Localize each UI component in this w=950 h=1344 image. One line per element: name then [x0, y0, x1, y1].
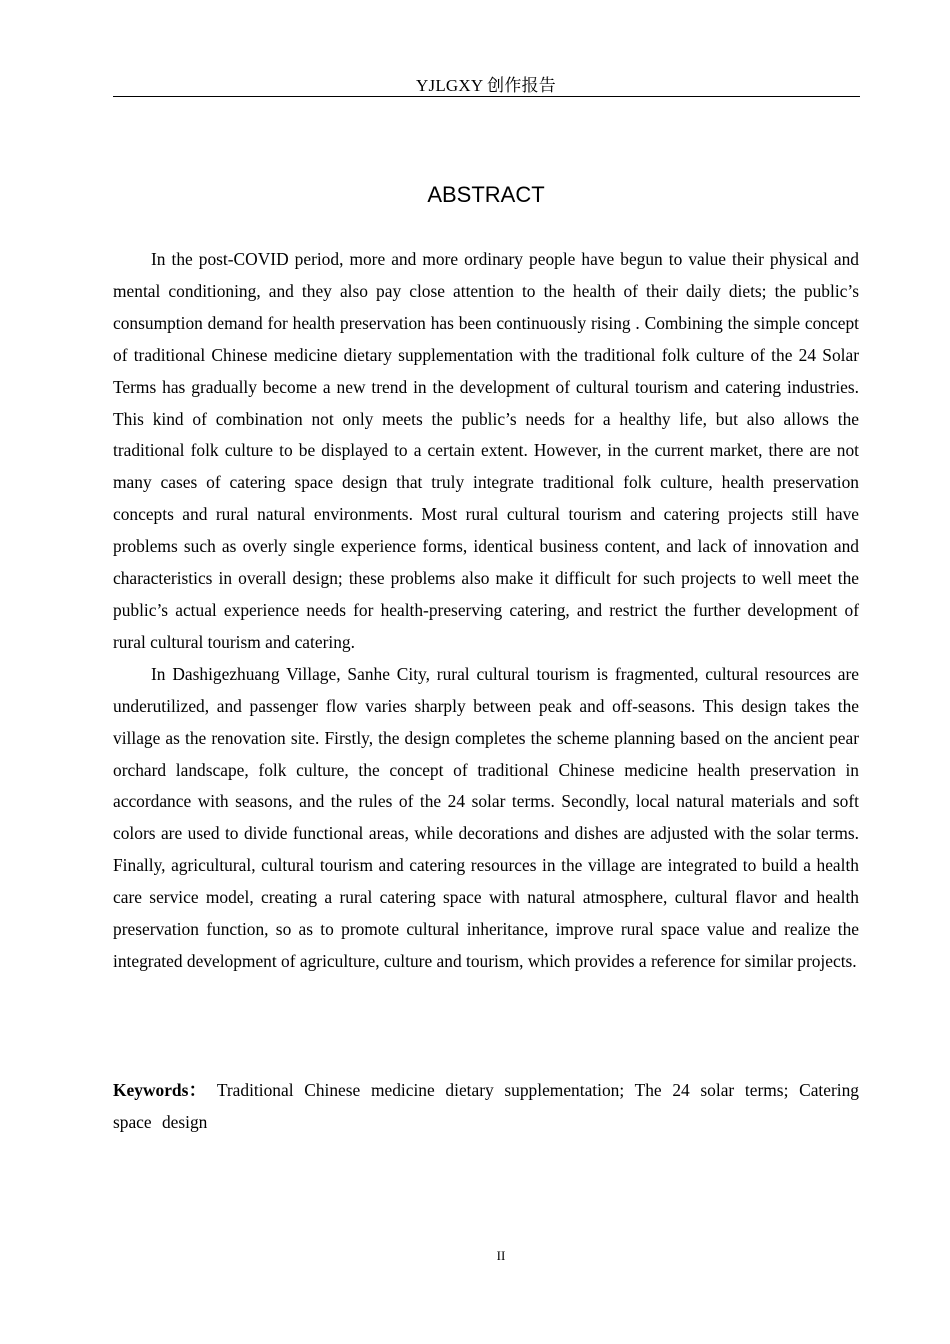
abstract-paragraph-1: In the post-COVID period, more and more ordinary people have begun to value their physical and mental conditioning, and they also pay close attention to the health of their daily diets; the public’s consumption demand for health preservation has been continuously rising . Combining the simple concept of traditional Chinese medicine dietary supplementation with the traditional folk culture of the 24 Solar Terms has gradually become a new trend in the development of cultural tourism and catering industries. This kind of combination not only meets the public’s needs for a healthy life, but also allows the traditional folk culture to be displayed to a certain extent. However, in the current market, there are not many cases of catering space design that truly integrate traditional folk culture, health preservation concepts and rural natural environments. Most rural cultural tourism and catering projects still have problems such as overly single experience forms, identical business content, and lack of innovation and characteristics in overall design; these problems also make it difficult for such projects to well meet the public’s actual experience needs for health-preserving catering, and restrict the further development of rural cultural tourism and catering.: [113, 249, 859, 652]
keywords-line: [113, 1074, 859, 1138]
keywords-label: Keywords：: [113, 1080, 207, 1100]
abstract-paragraph-2: In Dashigezhuang Village, Sanhe City, rural cultural tourism is fragmented, cultural resources are underutilized, and passenger flow varies sharply between peak and off-seasons. This design takes the village as the renovation site. Firstly, the design completes the scheme planning based on the ancient pear orchard landscape, folk culture, the concept of traditional Chinese medicine health preservation in accordance with seasons, and the rules of the 24 solar terms. Secondly, local natural materials and soft colors are used to divide functional areas, while decorations and dishes are adjusted with the solar terms. Finally, agricultural, cultural tourism and catering resources in the village are integrated to build a health care service model, creating a rural catering space with natural atmosphere, cultural flavor and health preservation function, so as to promote cultural inheritance, improve rural space value and realize the integrated development of agriculture, culture and tourism, which provides a reference for similar projects.: [113, 663, 859, 971]
keywords-text: Traditional Chinese medicine dietary supplementation; The 24 solar terms; Catering space design: [113, 1080, 859, 1132]
running-header: YJLGXY 创作报告: [416, 76, 556, 95]
abstract-body: [113, 244, 859, 978]
abstract-title: ABSTRACT: [427, 182, 545, 207]
page-number: II: [496, 1248, 506, 1263]
header-rule: [113, 96, 860, 97]
